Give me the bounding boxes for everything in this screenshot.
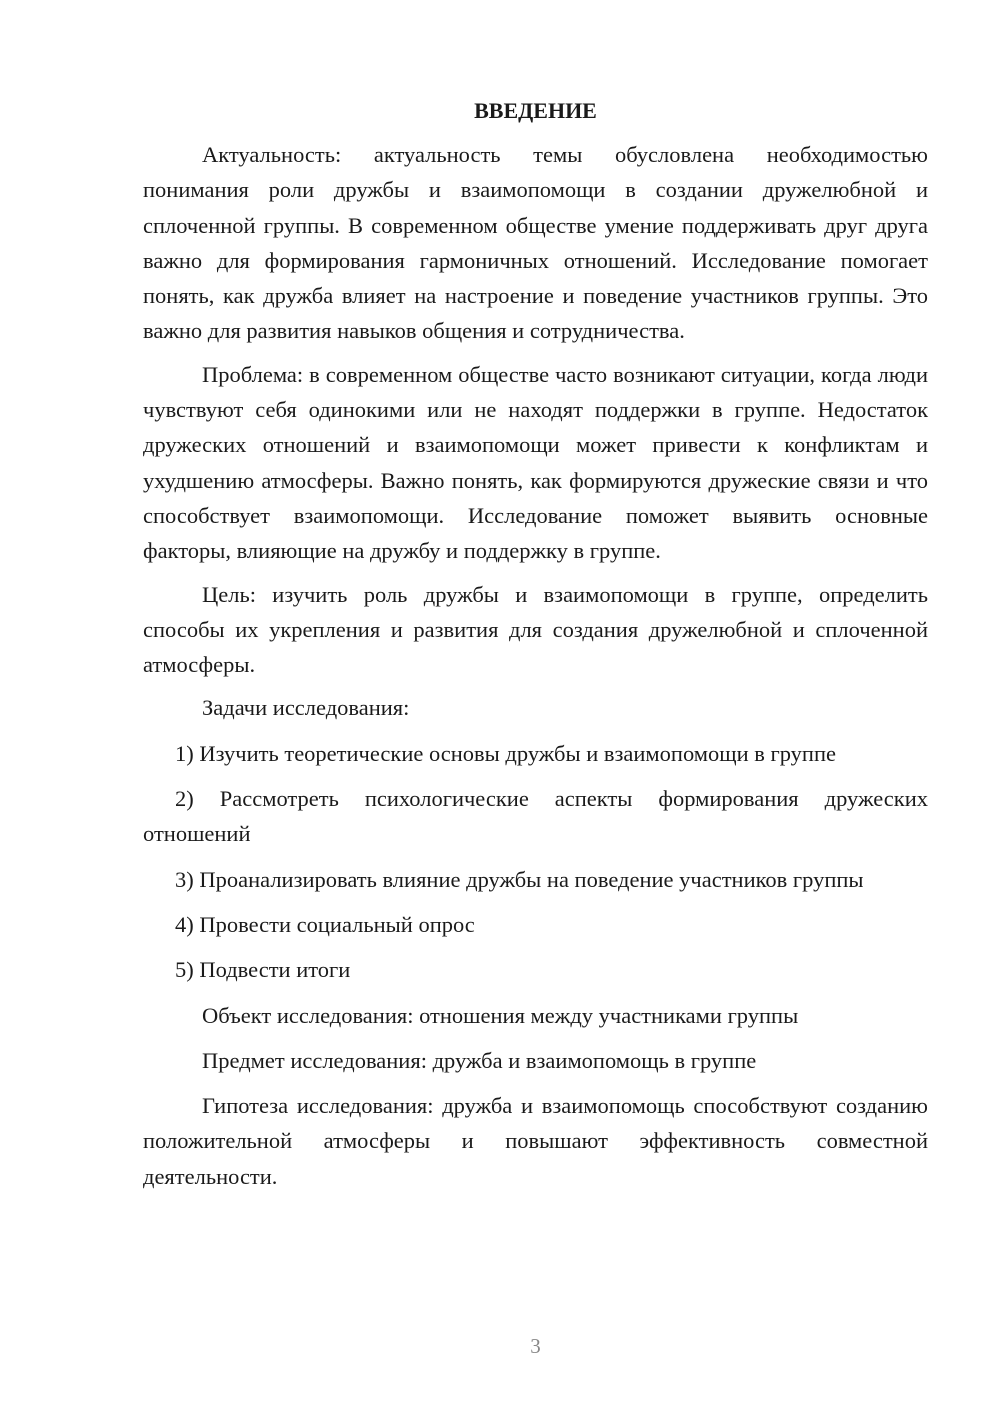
task-item-5: 5) Подвести итоги — [175, 957, 351, 983]
problem-paragraph: Проблема: в современном обществе часто возникают ситуации, когда люди чувствуют себя одинокими или не находят поддержки в группе. Недостаток дружеских отношений и взаимопомощи может привести к конфликтам и ухудшению атмосферы. Важно понять, как формируются дружеские связи и что способствует взаимопомощи. Исследование поможет выявить основные факторы, влияющие на дружбу и поддержку в группе. — [143, 361, 928, 564]
task-item-1: 1) Изучить теоретические основы дружбы и взаимопомощи в группе — [175, 740, 837, 766]
page-title: ВВЕДЕНИЕ — [474, 98, 597, 123]
research-object: Объект исследования: отношения между участниками группы — [202, 1002, 799, 1028]
task-item-4: 4) Провести социальный опрос — [175, 911, 475, 937]
document-body — [143, 96, 928, 1202]
page-number: 3 — [530, 1334, 541, 1358]
research-subject: Предмет исследования: дружба и взаимопомощь в группе — [202, 1047, 757, 1073]
hypothesis-paragraph: Гипотеза исследования: дружба и взаимопомощь способствуют созданию положительной атмосферы и повышают эффективность совместной деятельности. — [143, 1093, 928, 1189]
task-item-3: 3) Проанализировать влияние дружбы на поведение участников группы — [175, 866, 864, 892]
relevance-paragraph: Актуальность: актуальность темы обусловлена необходимостью понимания роли дружбы и взаимопомощи в создании дружелюбной и сплоченной группы. В современном обществе умение поддерживать друг друга важно для формирования гармоничных отношений. Исследование помогает понять, как дружба влияет на настроение и поведение участников группы. Это важно для развития навыков общения и сотрудничества. — [143, 142, 928, 344]
task-item-2: 2) Рассмотреть психологические аспекты формирования дружеских отношений — [143, 786, 928, 847]
tasks-heading: Задачи исследования: — [202, 695, 410, 721]
goal-paragraph: Цель: изучить роль дружбы и взаимопомощи в группе, определить способы их укрепления и развития для создания дружелюбной и сплоченной атмосферы. — [143, 581, 928, 678]
